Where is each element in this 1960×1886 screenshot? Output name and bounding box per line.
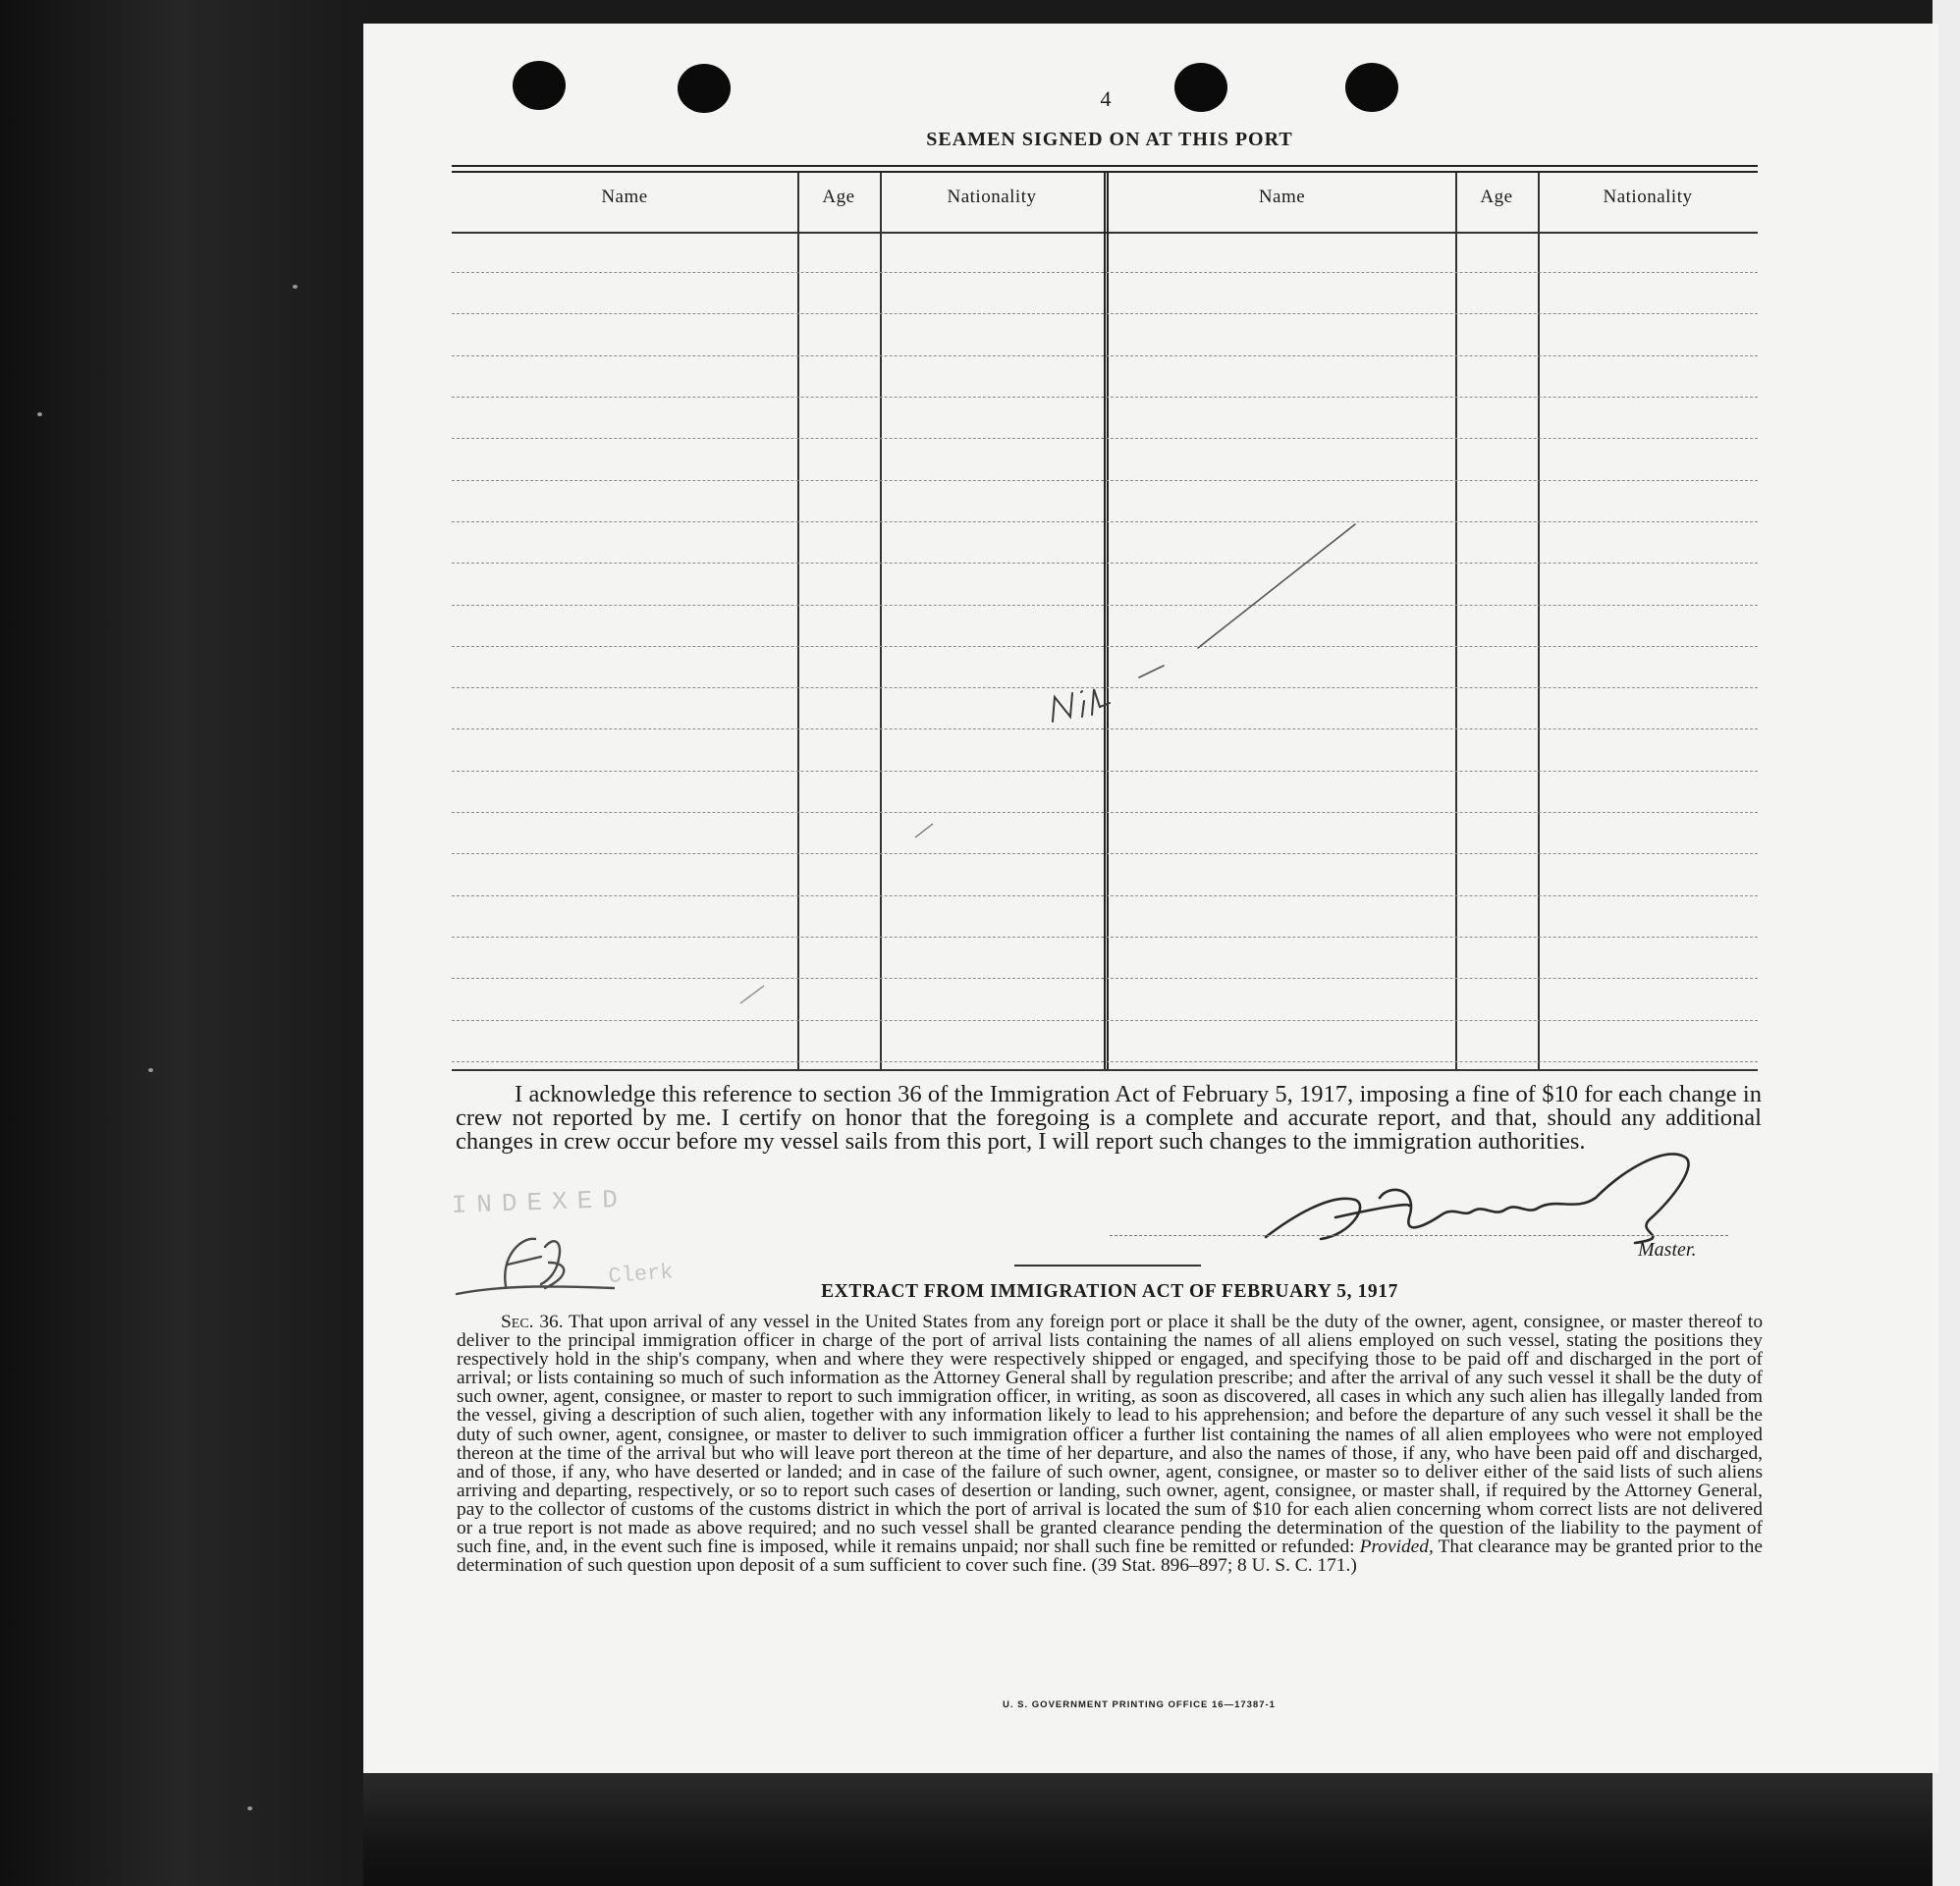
dust-speck [37, 412, 42, 416]
signature-line [1110, 1235, 1728, 1236]
punch-hole [1174, 63, 1227, 112]
page-number: 4 [1100, 86, 1112, 111]
table-row-line [452, 1020, 1758, 1021]
table-row-line [452, 895, 1758, 896]
pen-tick-mark [913, 820, 953, 839]
strike-slash [1139, 524, 1355, 677]
statute-body: That upon arrival of any vessel in the United States from any foreign port or place it shall be the duty of the owner, agent, consignee, or master thereof to deliver to the principal immigration officer in charge of the port of arrival lists containing the names of all aliens employed on such vessel, stating the positions they respectively hold in the ship's company, when and where they were respectively shipped or engaged, and specifying those to be paid off and discharged in the port of arrival; or lists containing so much of such information as the Attorney General shall by regulation prescribe; and after the arrival of any such vessel it shall be the duty of such owner, agent, consignee, or master to report to such immigration officer, in writing, as soon as discovered, all cases in which any such alien has illegally landed from the vessel, giving a description of such alien, together with any information likely to lead to his apprehension; and before the departure of any such vessel it shall be the duty of such owner, agent, consignee, or master to deliver to such immigration officer a further list containing the names of all alien employees who were not employed thereon at the time of the arrival but who will leave port thereon at the time of her departure, and also the names of those, if any, who have been paid off and discharged, and of those, if any, who have deserted or landed; and in case of the failure of such owner, agent, consignee, or master so to deliver either of the said lists of such aliens arriving and departing, respectively, or so to report such cases of desertion or landing, such owner, agent, consignee, or master shall, if required by the Attorney General, pay to the collector of customs of the customs district in which the port of arrival is located the sum of $10 for each alien concerning whom correct lists are not delivered or a true report is not made as above required; and no such vessel shall be granted clearance pending the determination of the question of the liability to the payment of such fine, and, in the event such fine is imposed, while it remains unpaid; nor shall such fine be remitted or refunded: [457, 1312, 1764, 1558]
column-divider [880, 173, 882, 1069]
table-row-line [452, 937, 1758, 938]
column-header-age: Age [822, 187, 855, 207]
table-top-rule [452, 165, 1758, 167]
column-divider [797, 173, 799, 1069]
punch-hole [513, 61, 566, 110]
column-divider [1455, 173, 1457, 1069]
dust-speck [247, 1806, 252, 1810]
table-row-line [452, 438, 1758, 439]
pen-tick-mark [738, 982, 778, 1005]
table-row-line [452, 355, 1758, 356]
master-declaration: I acknowledge this reference to section 36 of the Immigration Act of February 5, 1917, imposing a fine of $10 for each change in crew not reported by me. I certify on honor that the foregoing is a complete and accurate report, and that, should any additional changes in crew occur before my vessel sails from this port, I will report such changes to the immigration authorities. [456, 1081, 1762, 1155]
form-title: SEAMEN SIGNED ON AT THIS PORT [926, 129, 1293, 150]
svg-text:INDEXED: INDEXED [451, 1184, 628, 1220]
table-row-line [452, 978, 1758, 979]
column-divider [1538, 173, 1540, 1069]
dust-speck [148, 1068, 153, 1072]
column-header-nationality: Nationality [1603, 187, 1693, 207]
statute-text [457, 1313, 1763, 1575]
extract-title: EXTRACT FROM IMMIGRATION ACT OF FEBRUARY 5, 1917 [821, 1281, 1398, 1302]
statute-body-end: That clearance may be granted prior to the determination of such question upon deposit of a sum sufficient to cover such fine. (39 Stat. 896–897; 8 U. S. C. 171.) [457, 1536, 1763, 1577]
initials-fb [457, 1239, 614, 1294]
nil-letters [1053, 689, 1110, 722]
table-row-line [452, 771, 1758, 772]
printer-imprint: U. S. GOVERNMENT PRINTING OFFICE 16—17387-1 [1003, 1699, 1276, 1710]
table-row-line [452, 1061, 1758, 1062]
punch-hole [1345, 63, 1398, 112]
dust-speck [293, 285, 298, 289]
column-header-age: Age [1480, 187, 1513, 207]
table-row-line [452, 313, 1758, 314]
column-header-nationality: Nationality [947, 187, 1037, 207]
table-row-line [452, 272, 1758, 273]
proviso-word: Provided, [1359, 1536, 1434, 1558]
column-header-name: Name [1258, 187, 1306, 207]
table-row-line [452, 812, 1758, 813]
scan-bottom-edge [363, 1773, 1960, 1886]
table-row-line [452, 480, 1758, 481]
handwritten-nil-mark [1031, 520, 1385, 736]
section-separator [1014, 1265, 1201, 1266]
master-label: Master. [1638, 1239, 1697, 1261]
svg-text:Clerk: Clerk [607, 1260, 675, 1289]
table-bottom-rule [452, 1069, 1758, 1071]
table-row-line [452, 397, 1758, 398]
section-label: Sec. 36. [501, 1312, 564, 1332]
table-row-line [452, 853, 1758, 854]
punch-hole [678, 64, 731, 113]
column-header-name: Name [601, 187, 648, 207]
